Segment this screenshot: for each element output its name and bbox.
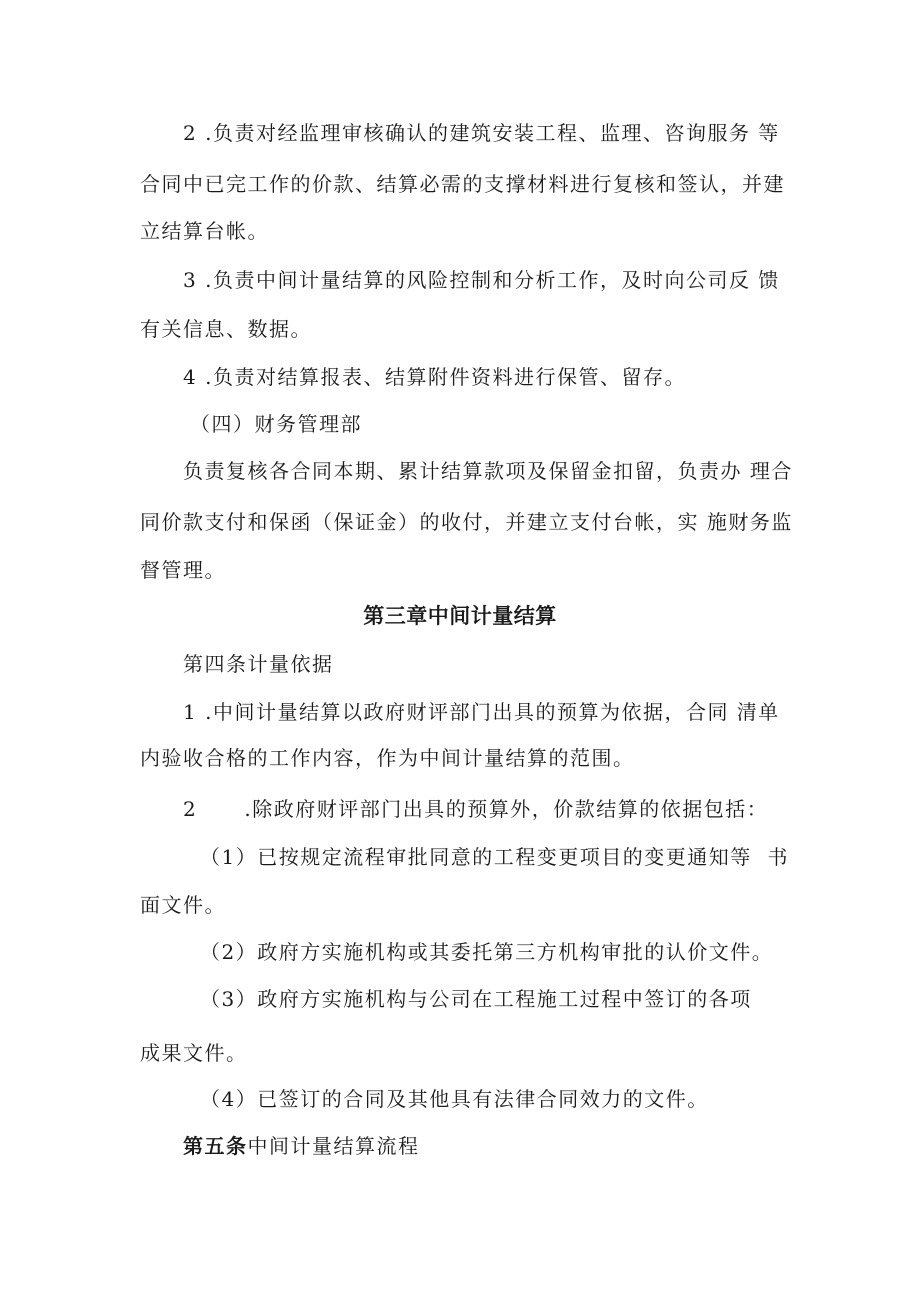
- article-4-item-2-line-1: 2 .除政府财评部门出具的预算外，价款结算的依据包括：: [183, 797, 769, 821]
- article-4-title: 第四条计量依据: [183, 652, 334, 676]
- basis-item-1-line-2: 面文件。: [140, 893, 226, 917]
- paragraph-2-line-2: 合同中已完工作的价款、结算必需的支撑材料进行复核和签认，并建: [140, 172, 785, 196]
- article-5-rest: 中间计量结算流程: [247, 1134, 420, 1158]
- finance-line-3: 督管理。: [140, 558, 226, 582]
- paragraph-2-line-1: 2 .负责对经监理审核确认的建筑安装工程、监理、咨询服务 等: [183, 121, 780, 145]
- basis-item-4-line-1: （4）已签订的合同及其他具有法律合同效力的文件。: [200, 1087, 709, 1111]
- article-4-item-1-line-2: 内验收合格的工作内容，作为中间计量结算的范围。: [140, 746, 635, 770]
- chapter-3-title: 第三章中间计量结算: [363, 604, 557, 628]
- paragraph-2-line-3: 立结算台帐。: [140, 219, 269, 243]
- article-5-title: [183, 1134, 420, 1158]
- finance-line-2: 同价款支付和保函（保证金）的收付，并建立支付台帐，实 施财务监: [140, 510, 793, 534]
- basis-item-3-line-1: （3）政府方实施机构与公司在工程施工过程中签订的各项: [200, 987, 752, 1011]
- basis-item-3-line-2: 成果文件。: [140, 1041, 248, 1065]
- basis-item-1-line-1: （1）已按规定流程审批同意的工程变更项目的变更通知等 书: [200, 845, 789, 869]
- basis-item-2-line-1: （2）政府方实施机构或其委托第三方机构审批的认价文件。: [200, 940, 774, 964]
- article-5-prefix: 第五条: [183, 1134, 248, 1158]
- paragraph-4-line-1: 4 .负责对结算报表、结算附件资料进行保管、留存。: [183, 365, 686, 389]
- article-4-item-1-line-1: 1 .中间计量结算以政府财评部门出具的预算为依据，合同 清单: [183, 700, 780, 724]
- paragraph-3-line-1: 3 .负责中间计量结算的风险控制和分析工作，及时向公司反 馈: [183, 268, 780, 292]
- section-4-title: （四）财务管理部: [190, 412, 362, 436]
- paragraph-3-line-2: 有关信息、数据。: [140, 317, 312, 341]
- finance-line-1: 负责复核各合同本期、累计结算款项及保留金扣留，负责办 理合: [183, 459, 793, 483]
